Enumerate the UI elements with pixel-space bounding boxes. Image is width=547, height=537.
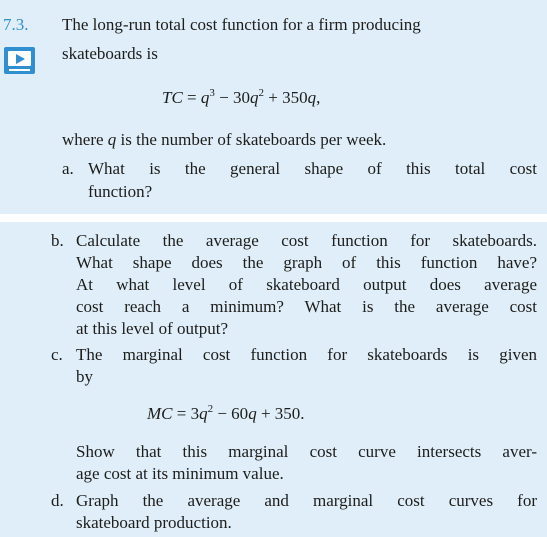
part-d-line-1: Graph the average and marginal cost curves for [76, 491, 537, 510]
part-a-label: a. [62, 159, 74, 178]
part-b-line-1: Calculate the average cost function for skateboards. [76, 231, 537, 250]
part-b-line-3: At what level of skateboard output does average [76, 275, 537, 294]
video-play-icon[interactable] [4, 47, 35, 74]
part-b-label: b. [51, 231, 64, 250]
part-b-line-4: cost reach a minimum? What is the average cost [76, 297, 537, 316]
part-b-line-5: at this level of output? [76, 319, 229, 338]
part-a-line-1: What is the general shape of this total cost [88, 159, 537, 178]
where-line: where q is the number of skateboards per week. [62, 130, 387, 149]
part-d-line-2: skateboard production. [76, 513, 232, 532]
part-b-line-2: What shape does the graph of this function have? [76, 253, 537, 272]
intro-line-1: The long-run total cost function for a firm producing [62, 15, 421, 34]
part-c-label: c. [51, 345, 63, 364]
part-a-line-2: function? [88, 182, 153, 201]
marginal-cost-equation: MC = $3q^2 - 60q + 350$. [147, 403, 305, 423]
total-cost-equation: TC = $q^3 - 30q^2 + 350q$, [162, 87, 321, 107]
part-c-line-1: The marginal cost function for skateboards is given [76, 345, 537, 364]
intro-line-2: skateboards is [62, 44, 158, 63]
part-c-line-4: age cost at its minimum value. [76, 464, 284, 483]
part-d-label: d. [51, 491, 64, 510]
part-c-line-3: Show that this marginal cost curve intersects aver- [76, 442, 537, 461]
problem-number: 7.3. [3, 15, 29, 34]
part-c-line-2: by [76, 367, 93, 386]
